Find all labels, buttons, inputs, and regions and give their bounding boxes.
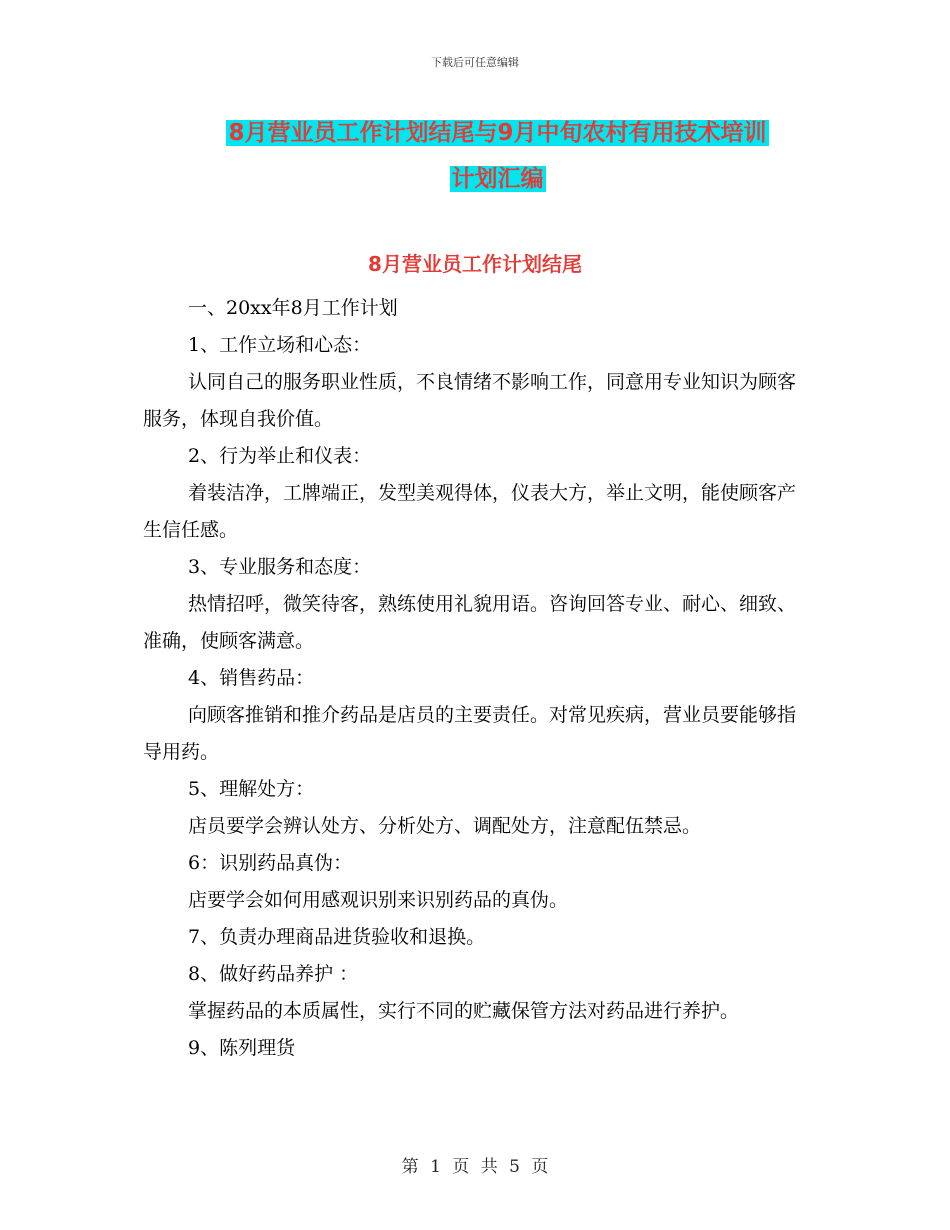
paragraph: 5、理解处方： (188, 778, 315, 800)
title-line-2: 计划汇编 (451, 166, 544, 192)
paragraph: 2、行为举止和仪表： (188, 445, 372, 467)
paragraph: 店要学会如何用感观识别来识别药品的真伪。 (188, 889, 569, 911)
header-note: 下载后可任意编辑 (431, 56, 519, 69)
paragraph: 店员要学会辨认处方、分析处方、调配处方，注意配伍禁忌。 (188, 815, 702, 837)
paragraph: 8、做好药品养护 ： (188, 963, 359, 985)
document-body (143, 290, 808, 1067)
paragraph: 1、工作立场和心态： (188, 334, 372, 356)
paragraph: 3、专业服务和态度： (188, 556, 372, 578)
paragraph: 一、20xx年8月工作计划 (188, 297, 398, 319)
paragraph: 热情招呼，微笑待客，熟练使用礼貌用语。咨询回答专业、耐心、细致、准确，使顾客满意。 (143, 593, 797, 652)
paragraph: 9、陈列理货 (188, 1037, 296, 1059)
paragraph: 向顾客推销和推介药品是店员的主要责任。对常见疾病，营业员要能够指导用药。 (143, 704, 797, 763)
paragraph: 着装洁净，工牌端正，发型美观得体，仪表大方，举止文明，能使顾客产生信任感。 (143, 482, 797, 541)
page-number-footer: 第 1 页 共 5 页 (401, 1157, 549, 1177)
paragraph: 7、负责办理商品进货验收和退换。 (188, 926, 486, 948)
paragraph: 掌握药品的本质属性，实行不同的贮藏保管方法对药品进行养护。 (188, 1000, 740, 1022)
document-title (140, 110, 855, 202)
paragraph: 6：识别药品真伪： (188, 852, 353, 874)
paragraph: 认同自己的服务职业性质，不良情绪不影响工作，同意用专业知识为顾客服务，体现自我价值。 (143, 371, 797, 430)
title-line-1: 8月营业员工作计划结尾与9月中旬农村有用技术培训 (228, 120, 767, 146)
paragraph: 4、销售药品： (188, 667, 315, 689)
section-title: 8月营业员工作计划结尾 (368, 252, 582, 276)
